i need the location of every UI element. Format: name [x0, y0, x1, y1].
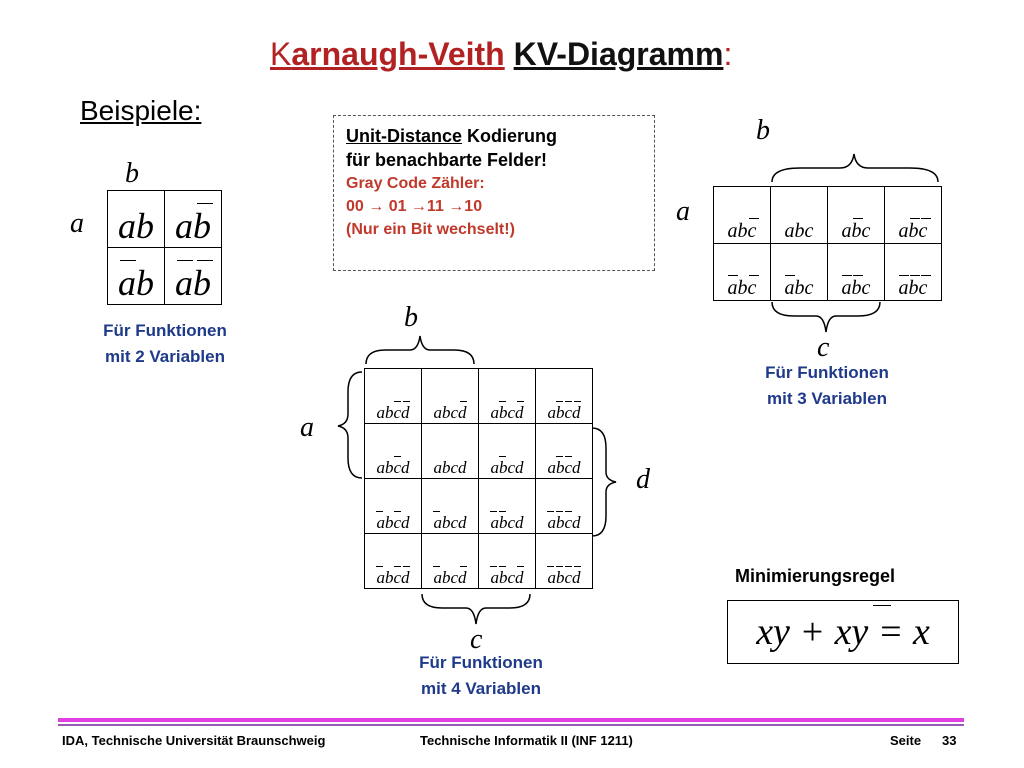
kv2-cell: ab	[165, 248, 222, 305]
kv2-cell: ab	[108, 191, 165, 248]
kv3-label-b: b	[756, 115, 770, 146]
kv2-label-b: b	[125, 158, 139, 189]
kv4-cell: abcd	[422, 369, 479, 424]
kv4-brace-d	[590, 426, 618, 538]
minimization-formula: xy + xy = x	[756, 601, 930, 663]
examples-heading: Beispiele:	[80, 95, 202, 126]
kv4-cell: abcd	[365, 369, 422, 424]
kv3-label-a: a	[676, 196, 690, 227]
title-part2: KV-Diagramm	[513, 36, 724, 72]
unit-distance-term: Unit-Distance	[346, 126, 463, 146]
kv3-cell: abc	[885, 244, 942, 301]
kv2-cell: ab	[165, 191, 222, 248]
kv2-caption: Für Funktionen mit 2 Variablen	[103, 321, 227, 366]
footer-course: Technische Informatik II (INF 1211)	[420, 733, 633, 748]
kv4-cell: abcd	[365, 534, 422, 589]
info-line-3: Gray Code Zähler:	[346, 175, 485, 192]
kv4-brace-b	[364, 334, 476, 368]
kv4-brace-c	[420, 592, 534, 626]
kv4-cell: abcd	[479, 369, 536, 424]
slide-title: Karnaugh-Veith KV-Diagramm:	[270, 36, 733, 72]
kv3-cell: abc	[714, 244, 771, 301]
footer-divider-bottom	[58, 724, 964, 726]
kv3-cell: abc	[771, 187, 828, 244]
kv3-diagram	[713, 186, 942, 301]
kv4-cell: abcd	[365, 479, 422, 534]
kv4-cell: abcd	[536, 479, 593, 534]
gray-code-info-box: Unit-Distance Kodierung für benachbarte Felder! Gray Code Zähler: 00 → 01 →11 →10 (Nur ein Bit wechselt!)	[333, 115, 655, 271]
kv3-brace-c	[770, 300, 884, 336]
kv3-cell: abc	[714, 187, 771, 244]
footer-divider-top	[58, 718, 964, 722]
kv4-label-c: c	[470, 624, 483, 655]
footer-page-label: Seite	[890, 733, 922, 748]
kv4-cell: abcd	[536, 534, 593, 589]
kv2-cell: ab	[108, 248, 165, 305]
kv4-cell: abcd	[536, 424, 593, 479]
minimization-formula-box	[727, 600, 959, 664]
kv2-diagram	[107, 190, 222, 305]
kv3-cell: abc	[828, 244, 885, 301]
kv4-diagram	[364, 368, 593, 589]
footer-page-number: 33	[942, 733, 957, 748]
kv4-label-b: b	[404, 302, 418, 333]
minimization-title: Minimierungsregel	[735, 566, 896, 586]
kv3-label-c: c	[817, 332, 830, 363]
kv4-cell: abcd	[422, 479, 479, 534]
kv3-cell: abc	[771, 244, 828, 301]
info-line-2: für benachbarte Felder!	[346, 150, 548, 170]
info-line-5: (Nur ein Bit wechselt!)	[346, 221, 515, 238]
kv4-caption: Für Funktionen mit 4 Variablen	[419, 653, 543, 698]
kv4-brace-a	[336, 370, 364, 480]
info-line-4: 00 → 01 →11 →10	[346, 198, 483, 215]
footer-institution: IDA, Technische Universität Braunschweig	[62, 733, 326, 748]
kv3-caption: Für Funktionen mit 3 Variablen	[765, 363, 889, 408]
kv2-label-a: a	[70, 208, 84, 239]
kv4-cell: abcd	[536, 369, 593, 424]
kv3-cell: abc	[828, 187, 885, 244]
kv4-label-a: a	[300, 412, 314, 443]
kv4-cell: abcd	[422, 534, 479, 589]
kv4-cell: abcd	[422, 424, 479, 479]
kv4-cell: abcd	[479, 534, 536, 589]
kv3-cell: abc	[885, 187, 942, 244]
kv4-cell: abcd	[365, 424, 422, 479]
kv4-label-d: d	[636, 464, 650, 495]
kv4-cell: abcd	[479, 479, 536, 534]
kv4-cell: abcd	[479, 424, 536, 479]
kv3-brace-b	[770, 150, 940, 186]
title-part1: Karnaugh-Veith	[270, 36, 505, 72]
